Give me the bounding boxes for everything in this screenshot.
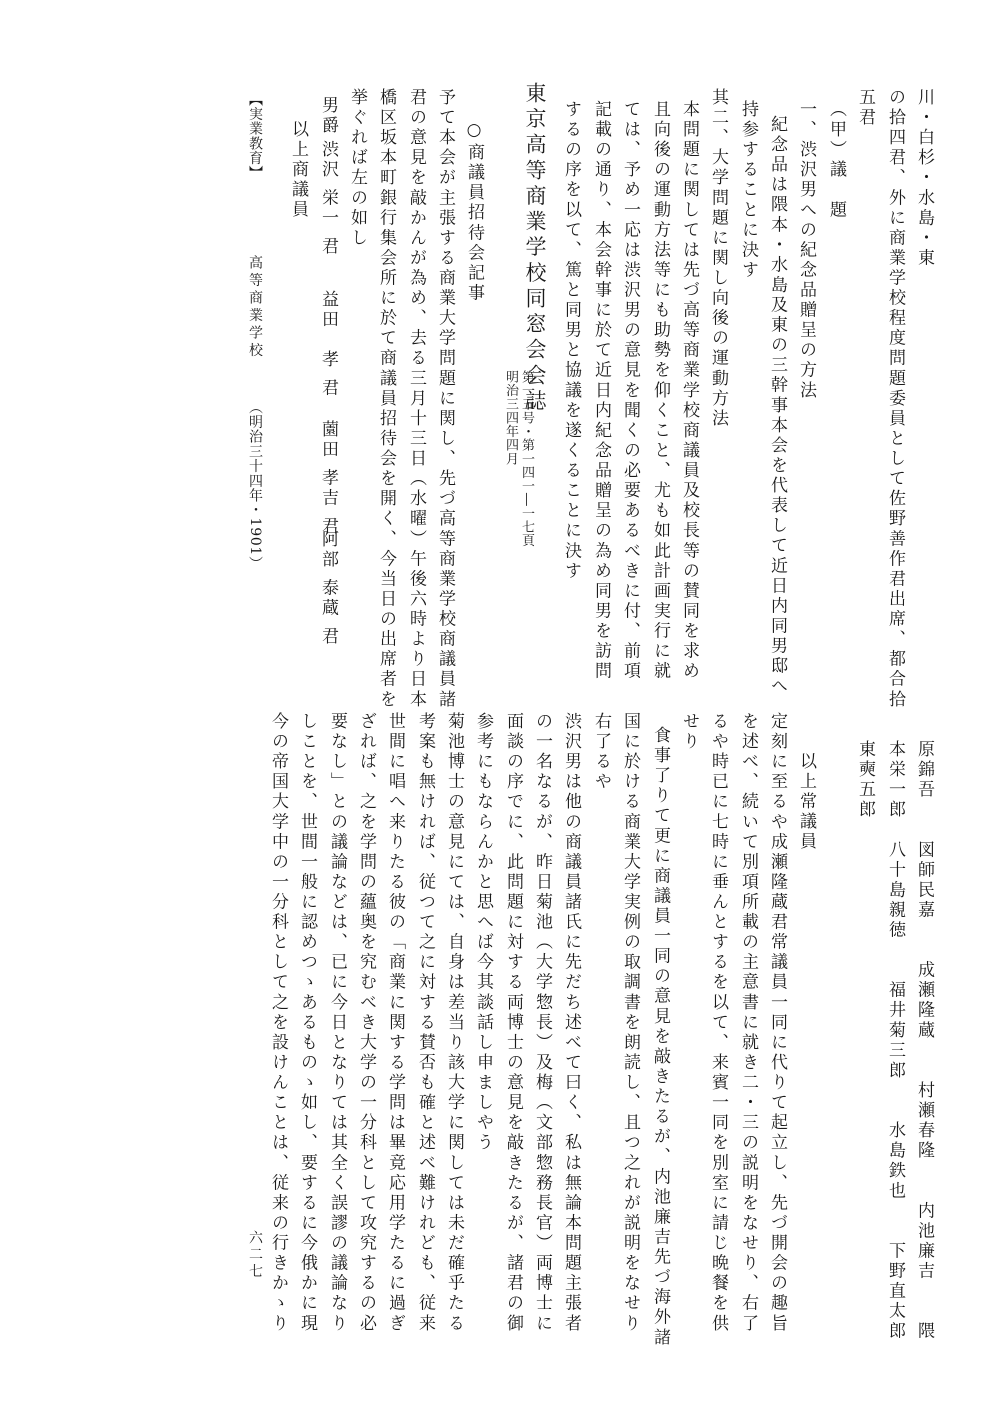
lower-line-11: 参考にもならんかと思へば今其談話し申ましやう (473, 712, 493, 1154)
upper-line-9: 本問題に関しては先づ高等商業学校商議員及校長等の賛同を求め (679, 100, 699, 682)
upper-line-6: 紀念品は隈本・水島及東の三幹事本会を代表して近日内同男邸へ (767, 115, 787, 697)
upper-line-8: 其二、大学問題に関し向後の運動方法 (708, 88, 728, 430)
lower-line-18: 今の帝国大学中の一分科として之を設けんことは、従来の行きかゝり (268, 712, 288, 1334)
lower-names-2: 本栄一郎 八十島親徳 福井菊三郎 水島鉄也 下野直太郎 (885, 740, 905, 1342)
upper-line-1: 川・白杉・水島・東 (914, 88, 934, 269)
attendee-1: 渋沢 栄一 君 (318, 140, 338, 258)
upper-line-11: ては、予め一応は渋沢男の意見を聞くの必要あるべきに付、前項 (620, 100, 640, 682)
lower-line-1: 定刻に至るや成瀬隆蔵君常議員一同に代りて起立し、先づ開会の趣旨 (767, 712, 787, 1334)
year-label: （明治三十四年・1901） (247, 400, 263, 571)
upper-line-3: 五君 (855, 88, 875, 129)
upper-line-13: するの序を以て、篤と同男と協議を遂くることに決す (561, 100, 581, 582)
upper2-line-3: 君の意見を敲かんが為め、去る三月十三日（水曜）午後六時より日本 (406, 88, 426, 710)
journal-issue: 第一五号・第一四一―一七頁 (519, 370, 534, 548)
lower-line-12: 菊池博士の意見にては、自身は差当り該大学に関しては未だ確乎たる (444, 712, 464, 1334)
attendee-title: 男爵 (318, 96, 338, 137)
lower-line-17: しことを、世間一般に認めつゝあるものゝ如し、要するに今俄かに現 (297, 712, 317, 1334)
series-label: 【実業教育】 (247, 92, 263, 181)
lower-line-4: せり (679, 712, 699, 753)
lower-line-8: 渋沢男は他の商議員諸氏に先だち述べて曰く、私は無論本問題主張者 (561, 712, 581, 1334)
subheading: ○商議員招待会記事 (464, 120, 484, 304)
lower-label: 以上常議員 (796, 752, 816, 853)
upper-line-10: 且向後の運動方法等にも助勢を仰くこと、尤も如此計画実行に就 (650, 100, 670, 682)
attendee-2: 益田 孝 君 (318, 290, 338, 399)
upper2-line-2: 予て本会が主張する商業大学問題に関し、先づ高等商業学校商議員諸 (435, 88, 455, 710)
lower-line-2: を述べ、続いて別項所載の主意書に就き二・三の説明をなせり、右了 (738, 712, 758, 1334)
lower-line-10: 面談の序でに、此問題に対する両博士の意見を敲きたるが、諸君の御 (503, 712, 523, 1334)
volume-label: 高等商業学校 (247, 255, 263, 360)
attendee-3: 薗田 孝吉 君 (318, 420, 338, 538)
lower-line-16: 要なし」との議論などは、已に今日となりては其全く誤謬の議論なり (327, 712, 347, 1334)
lower-line-15: ざれば、之を学問の蘊奥を究むべき大学の一分科として攻究するの必 (356, 712, 376, 1334)
upper-line-12: 記載の通り、本会幹事に於て近日内紀念品贈呈の為め同男を訪問 (591, 100, 611, 682)
lower-line-13: 考案も無ければ、従つて之に対する賛否も確と述べ難けれども、従来 (415, 712, 435, 1334)
lower-names-3: 東奭五郎 (855, 740, 875, 821)
upper-line-2: の拾四君、外に商業学校程度問題委員として佐野善作君出席、都合拾 (885, 88, 905, 710)
journal-title: 東京高等商業学校同窓会会誌 (523, 82, 547, 416)
attendee-4: 阿部 泰蔵 君 (318, 530, 338, 648)
upper-line-5: 一、渋沢男への紀念品贈呈の方法 (796, 100, 816, 401)
lower-line-5: 食事了りて更に商議員一同の意見を敲きたるが、内池廉吉先づ海外諸 (650, 726, 670, 1348)
upper-footer-label: 以上商議員 (288, 120, 308, 221)
lower-line-6: 国に於ける商業大学実例の取調書を朗読し、且つ之れが説明をなせり (620, 712, 640, 1334)
upper2-line-5: 挙ぐれば左の如し (347, 88, 367, 249)
lower-line-7: 右了るや (591, 712, 611, 793)
lower-line-3: るや時已に七時に垂んとするを以て、来賓一同を別室に請じ晩餐を供 (708, 712, 728, 1334)
upper2-line-4: 橋区坂本町銀行集会所に於て商議員招待会を開く、今当日の出席者を (376, 88, 396, 710)
journal-date: 明治三四年四月 (503, 370, 518, 466)
upper-line-7: 持参することに決す (738, 100, 758, 281)
lower-line-14: 世間に唱へ来りたる彼の「商業に関する学問は畢竟応用学たるに過ぎ (385, 712, 405, 1334)
lower-names-1: 原錦吾 図師民嘉 成瀬隆蔵 村瀬春隆 内池廉吉 隈 (914, 740, 934, 1342)
page-number: 六二七 (247, 1230, 263, 1281)
section-heading: （甲）議 題 (826, 100, 846, 221)
lower-line-9: の一名なるが、昨日菊池（大学惣長）及梅（文部惣務長官）両博士に (532, 712, 552, 1334)
